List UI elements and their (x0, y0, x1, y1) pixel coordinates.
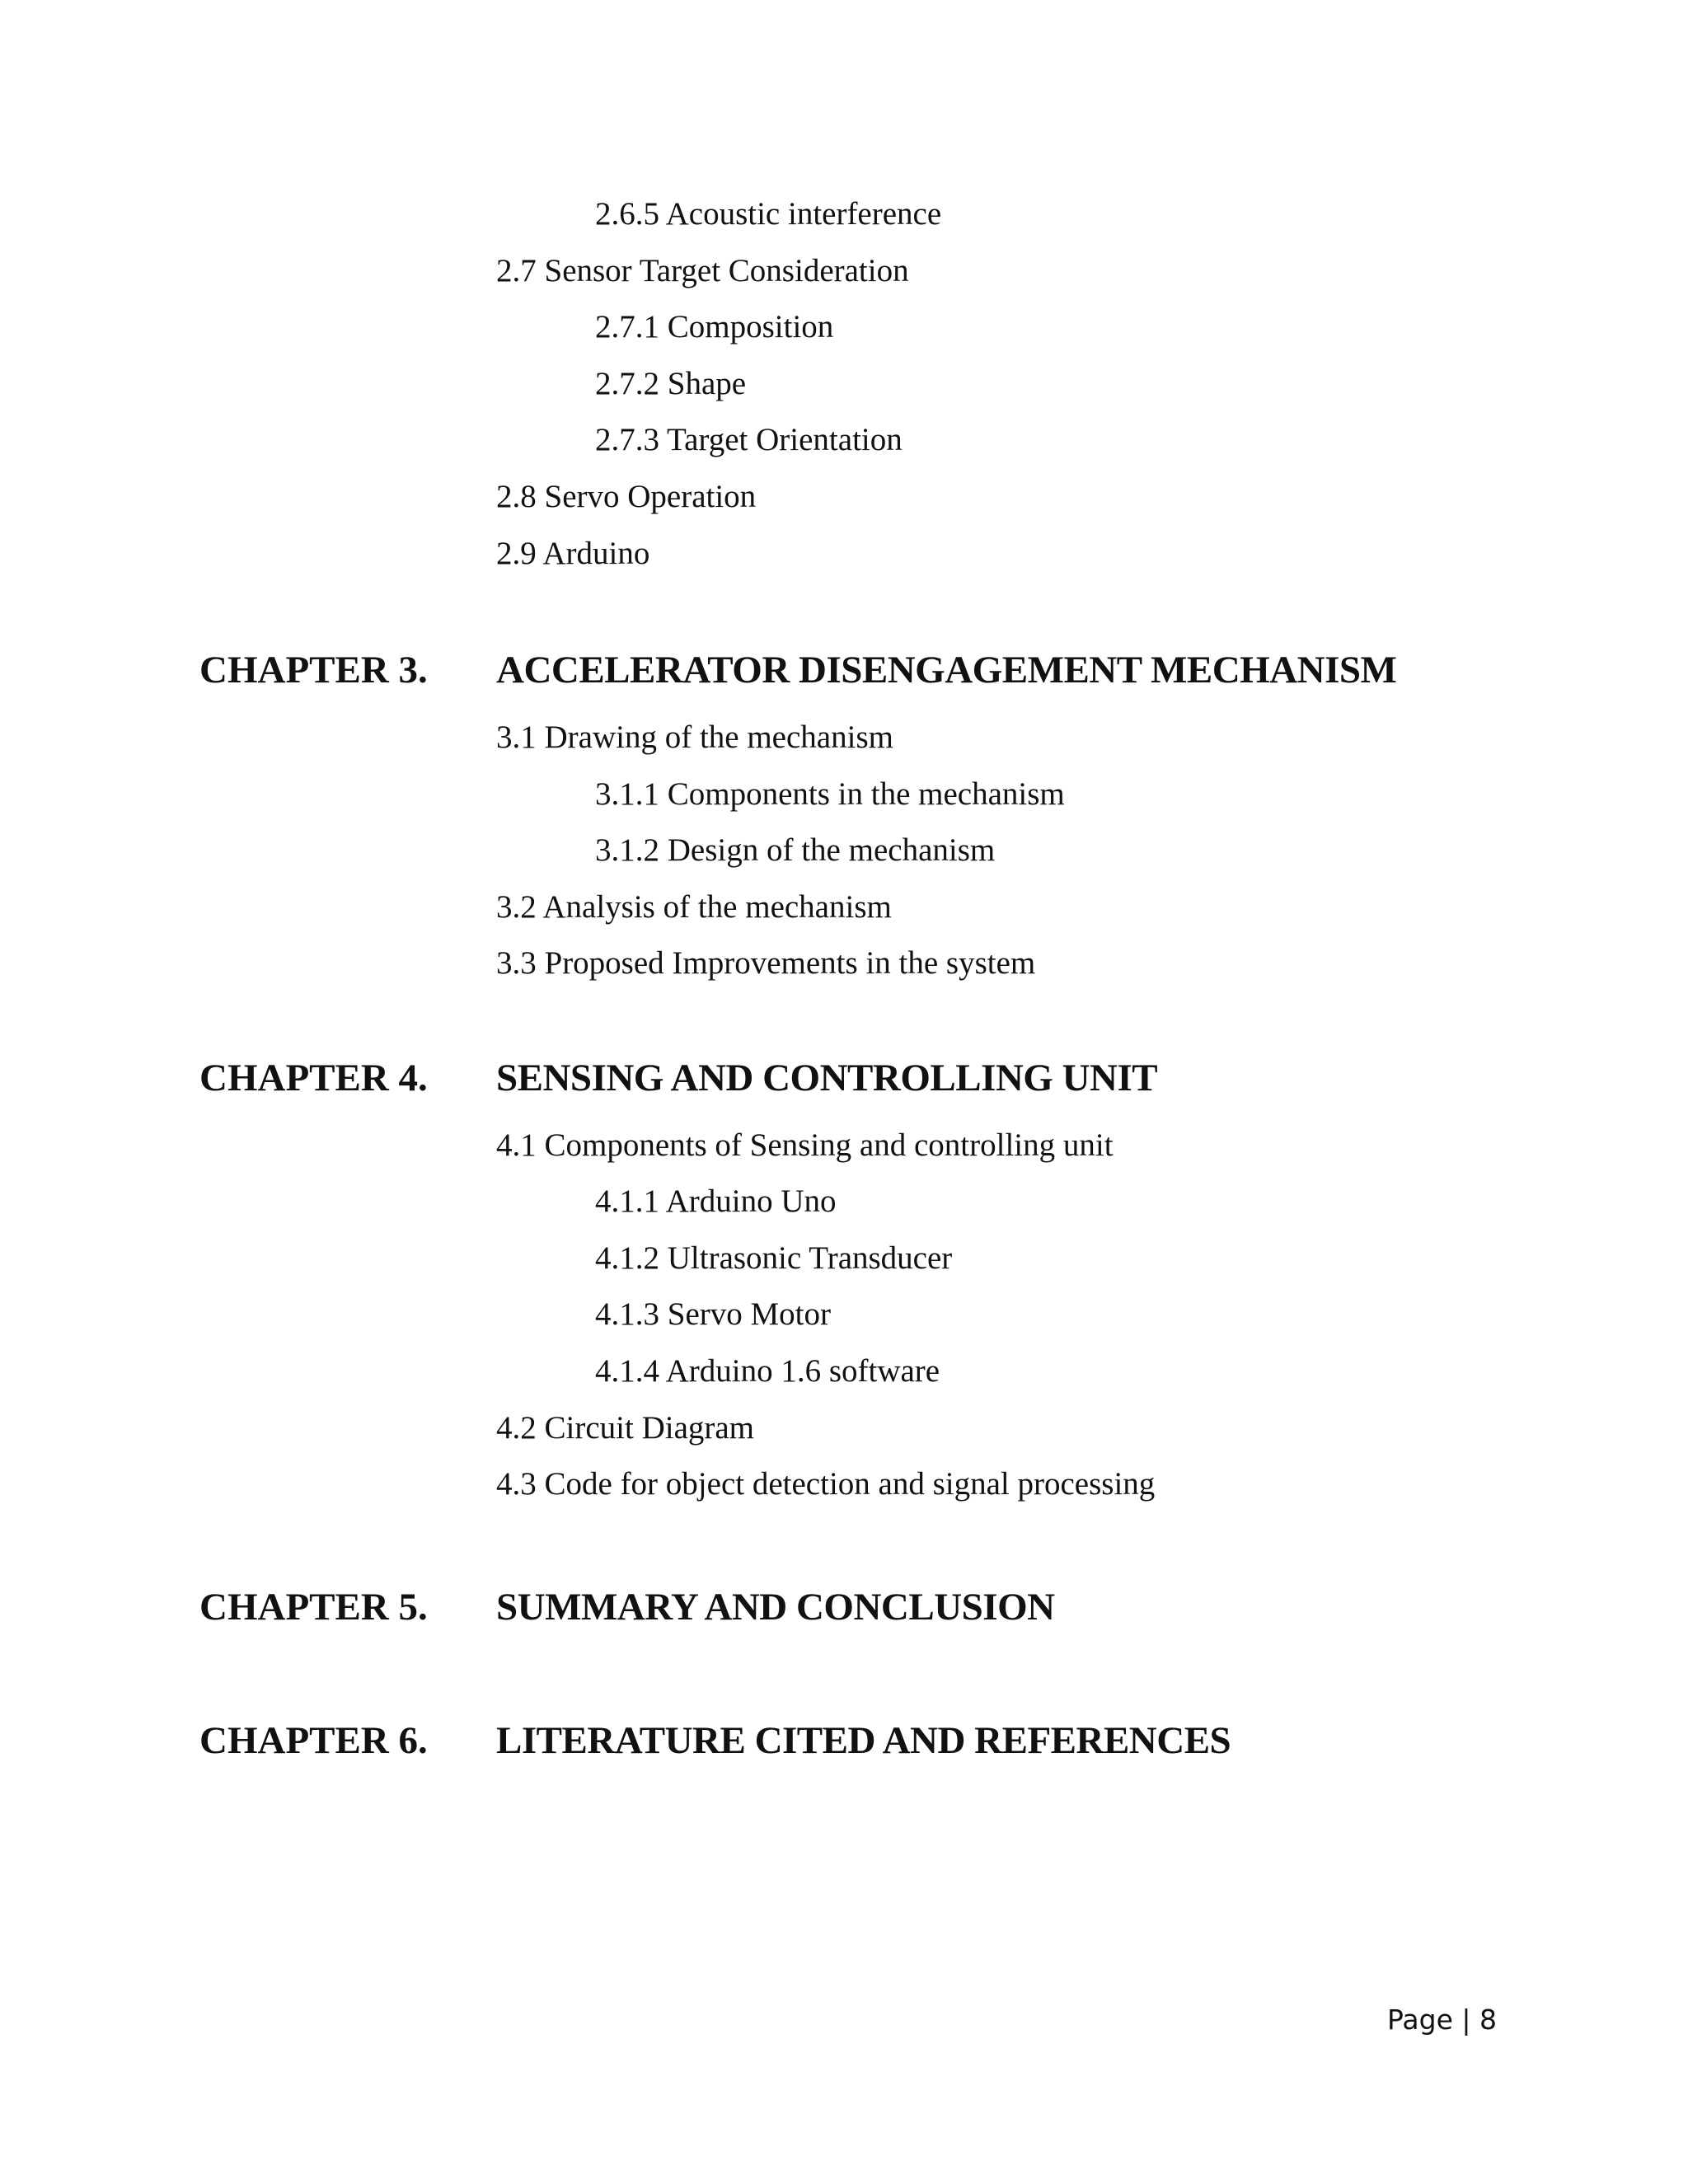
toc-entry-3-2: 3.2 Analysis of the mechanism (496, 889, 892, 925)
toc-entry-2-7-2: 2.7.2 Shape (595, 366, 747, 401)
toc-entry-4-1-2: 4.1.2 Ultrasonic Transducer (595, 1240, 953, 1276)
toc-entry-3-3: 3.3 Proposed Improvements in the system (496, 945, 1036, 981)
chapter-4-title: SENSING AND CONTROLLING UNIT (496, 1057, 1158, 1099)
page-number: Page | 8 (1387, 2004, 1497, 2036)
chapter-6-label: CHAPTER 6. (199, 1719, 428, 1762)
chapter-4-label: CHAPTER 4. (199, 1057, 428, 1099)
toc-entry-2-9: 2.9 Arduino (496, 536, 650, 571)
toc-entry-3-1-1: 3.1.1 Components in the mechanism (595, 776, 1065, 812)
toc-entry-4-2: 4.2 Circuit Diagram (496, 1410, 755, 1446)
toc-entry-2-6-5: 2.6.5 Acoustic interference (595, 196, 942, 232)
toc-entry-2-7-3: 2.7.3 Target Orientation (595, 422, 903, 457)
chapter-6-title: LITERATURE CITED AND REFERENCES (496, 1719, 1231, 1762)
toc-entry-2-8: 2.8 Servo Operation (496, 479, 757, 514)
chapter-5-label: CHAPTER 5. (199, 1586, 428, 1629)
toc-entry-3-1-2: 3.1.2 Design of the mechanism (595, 832, 996, 868)
toc-entry-3-1: 3.1 Drawing of the mechanism (496, 719, 893, 755)
chapter-3-title: ACCELERATOR DISENGAGEMENT MECHANISM (496, 649, 1397, 691)
toc-entry-4-1: 4.1 Components of Sensing and controlling unit (496, 1127, 1114, 1163)
toc-entry-4-1-1: 4.1.1 Arduino Uno (595, 1183, 837, 1219)
toc-entry-4-1-3: 4.1.3 Servo Motor (595, 1296, 831, 1332)
chapter-5-title: SUMMARY AND CONCLUSION (496, 1586, 1055, 1629)
toc-entry-4-3: 4.3 Code for object detection and signal processing (496, 1466, 1156, 1502)
toc-entry-2-7-1: 2.7.1 Composition (595, 309, 834, 344)
toc-entry-4-1-4: 4.1.4 Arduino 1.6 software (595, 1353, 940, 1389)
toc-entry-2-7: 2.7 Sensor Target Consideration (496, 253, 909, 288)
chapter-3-label: CHAPTER 3. (199, 649, 428, 691)
